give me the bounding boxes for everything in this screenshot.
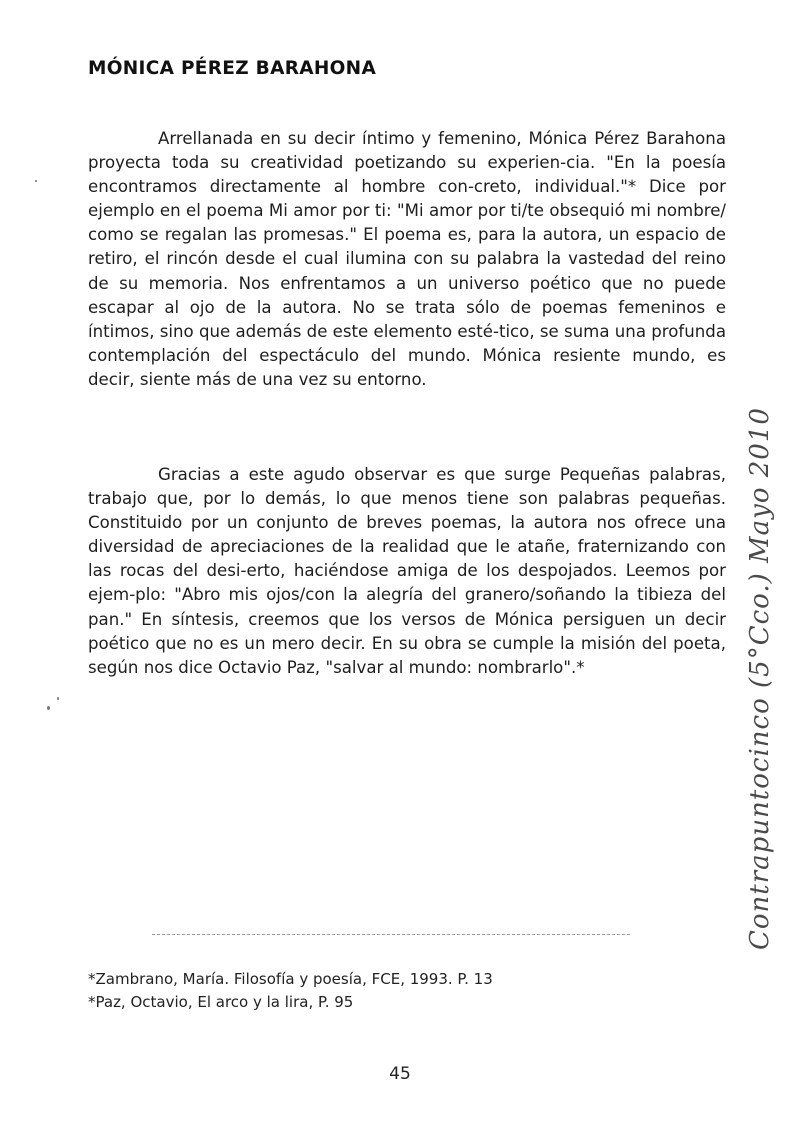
paragraph-1-text: Arrellanada en su decir íntimo y femenino, Mónica Pérez Barahona proyecta toda su creatividad poetizando su experien-cia. "En la poesía encontramos directamente al hombre con-creto, individual."* Dice por ejemplo en el poema Mi amor por ti: "Mi amor por ti/te obsequió mi nombre/ como se regalan las promesas." El poema es, para la autora, un espacio de retiro, el rincón desde el cual ilumina con su palabra la vastedad del reino de su memoria. Nos enfrentamos a un universo poético que no puede escapar al ojo de la autora. No se trata sólo de poemas femeninos e íntimos, sino que además de este elemento esté-tico, se suma una profunda contemplación del espectáculo del mundo. Mónica resiente mundo, es decir, siente más de una vez su entorno.	[88, 129, 726, 389]
page-title: MÓNICA PÉREZ BARAHONA	[88, 58, 377, 79]
handwritten-margin-note: Contrapuntocinco (5°Cco.) Mayo 2010	[745, 407, 775, 950]
page-number: 45	[389, 1064, 411, 1084]
paragraph-2-text: Gracias a este agudo observar es que surge Pequeñas palabras, trabajo que, por lo demás, lo que menos tiene son palabras pequeñas. Constituido por un conjunto de breves poemas, la autora nos ofrece una diversidad de apreciaciones de la realidad que le atañe, fraternizando con las rocas del desi-erto, haciéndose amiga de los despojados. Leemos por ejem-plo: "Abro mis ojos/con la alegría del granero/soñando la tibieza del pan." En síntesis, creemos que los versos de Mónica persiguen un decir poético que no es un mero decir. En su obra se cumple la misión del poeta, según nos dice Octavio Paz, "salvar al mundo: nombrarlo".*	[88, 465, 726, 677]
footnote-2: *Paz, Octavio, El arco y la lira, P. 95	[88, 993, 354, 1011]
paragraph-1	[88, 127, 726, 392]
footnote-separator	[152, 934, 630, 935]
paragraph-2	[88, 463, 726, 680]
footnote-1: *Zambrano, María. Filosofía y poesía, FCE, 1993. P. 13	[88, 970, 493, 988]
scan-speck	[35, 180, 37, 182]
scan-speck	[47, 706, 50, 710]
scan-speck	[57, 697, 59, 700]
footnotes	[88, 968, 493, 1014]
